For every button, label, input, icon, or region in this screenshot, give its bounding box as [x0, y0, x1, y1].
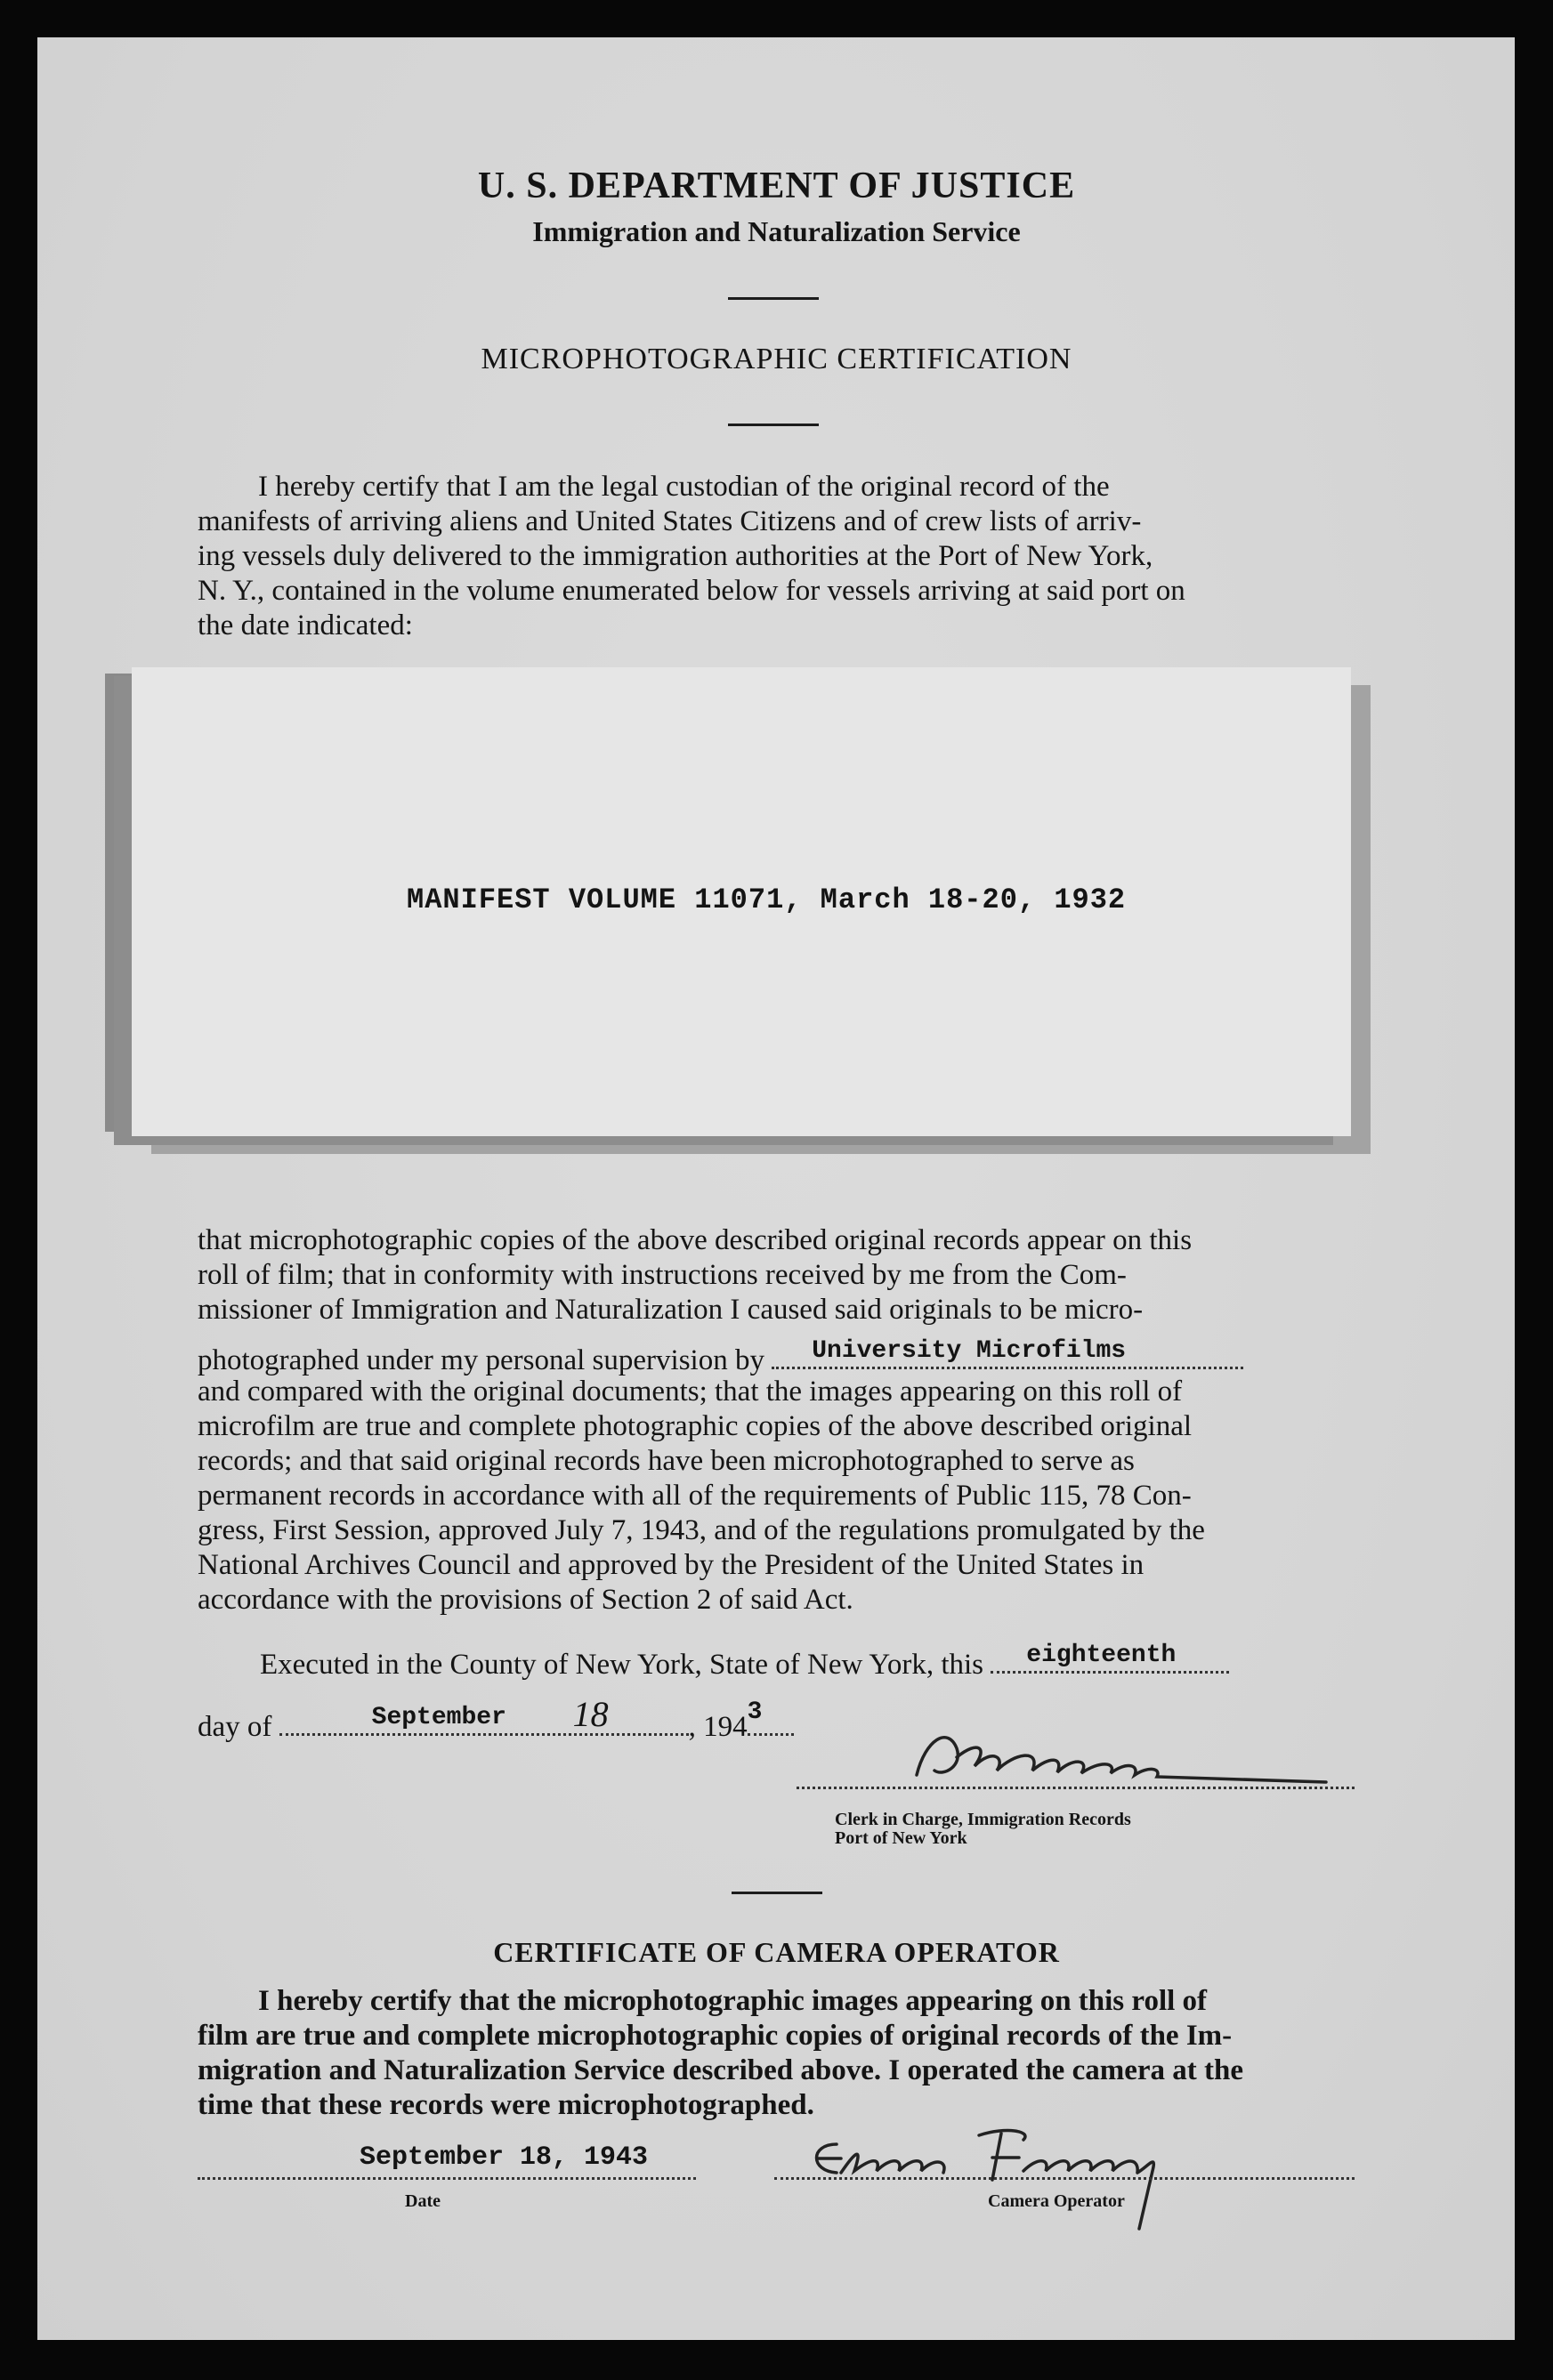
intro-line: manifests of arriving aliens and United States Citizens and of crew lists of arriv- [198, 505, 1142, 537]
photographed-by-label: photographed under my personal supervision by [198, 1344, 764, 1376]
camera-line: migration and Naturalization Service described above. I operated the camera at the [198, 2054, 1243, 2086]
certification-title: MICROPHOTOGRAPHIC CERTIFICATION [481, 343, 1072, 375]
body-line: permanent records in accordance with all of the requirements of Public 115, 78 Con- [198, 1480, 1192, 1512]
handwritten-day: 18 [572, 1694, 609, 1734]
year-value: 3 [747, 1698, 763, 1726]
body-line: and compared with the original documents; that the images appearing on this roll of [198, 1376, 1183, 1408]
intro-paragraph [198, 470, 1355, 643]
body-line: that microphotographic copies of the above described original records appear on this [198, 1224, 1193, 1256]
divider [732, 1892, 822, 1894]
day-of-line [198, 1694, 794, 1744]
clerk-title: Clerk in Charge, Immigration Records [835, 1810, 1131, 1829]
camera-certificate-heading: CERTIFICATE OF CAMERA OPERATOR [493, 1936, 1060, 1968]
intro-line: ing vessels duly delivered to the immigration authorities at the Port of New York, [198, 540, 1153, 572]
year-field [747, 1698, 794, 1736]
body-line: accordance with the provisions of Section 2 of said Act. [198, 1584, 853, 1616]
clerk-signature-line [797, 1787, 1355, 1789]
divider [728, 424, 819, 426]
camera-operator-signature [801, 2118, 1246, 2233]
camera-date-value: September 18, 1943 [360, 2142, 649, 2173]
camera-operator-line [774, 2177, 1355, 2180]
camera-date-line [198, 2177, 696, 2180]
body-line: missioner of Immigration and Naturalization I caused said originals to be micro- [198, 1294, 1144, 1326]
executed-day-field [991, 1642, 1229, 1674]
photographed-by-value: University Microfilms [812, 1337, 1127, 1365]
body-line: roll of film; that in conformity with instructions received by me from the Com- [198, 1259, 1127, 1291]
month-value: September [371, 1704, 506, 1731]
camera-line: I hereby certify that the microphotographic images appearing on this roll of [258, 1985, 1208, 2017]
manifest-volume-text: MANIFEST VOLUME 11071, March 18-20, 1932 [407, 883, 1127, 916]
body-line: National Archives Council and approved by the President of the United States in [198, 1549, 1145, 1581]
camera-date-label: Date [405, 2191, 441, 2211]
executed-line [260, 1642, 1229, 1682]
camera-line: film are true and complete microphotographic copies of original records of the Im- [198, 2020, 1233, 2052]
card-shadow [105, 674, 133, 1132]
clerk-signature [908, 1722, 1353, 1793]
body-paragraph-a [198, 1223, 1355, 1327]
clerk-place: Port of New York [835, 1828, 967, 1848]
month-field [279, 1694, 689, 1736]
camera-operator-label: Camera Operator [988, 2191, 1125, 2211]
body-paragraph-b [198, 1375, 1355, 1618]
body-line: microfilm are true and complete photographic copies of the above described original [198, 1410, 1193, 1442]
camera-line: time that these records were microphotographed. [198, 2089, 814, 2121]
executed-day-value: eighteenth [1026, 1642, 1177, 1669]
divider [728, 297, 819, 300]
intro-line: N. Y., contained in the volume enumerated below for vessels arriving at said port on [198, 575, 1185, 607]
service-subheading: Immigration and Naturalization Service [532, 215, 1021, 247]
intro-line: the date indicated: [198, 609, 413, 641]
photographed-by-field [772, 1337, 1243, 1369]
intro-line: I hereby certify that I am the legal custodian of the original record of the [258, 471, 1110, 503]
day-of-label: day of [198, 1711, 272, 1743]
camera-paragraph [198, 1984, 1355, 2123]
year-prefix: , 194 [688, 1711, 748, 1743]
department-heading: U. S. DEPARTMENT OF JUSTICE [477, 165, 1076, 206]
body-line: gress, First Session, approved July 7, 1943, and of the regulations promulgated by the [198, 1514, 1205, 1546]
photographed-by-line [198, 1337, 1243, 1377]
executed-label: Executed in the County of New York, State of New York, this [260, 1649, 984, 1681]
body-line: records; and that said original records have been microphotographed to serve as [198, 1445, 1135, 1477]
